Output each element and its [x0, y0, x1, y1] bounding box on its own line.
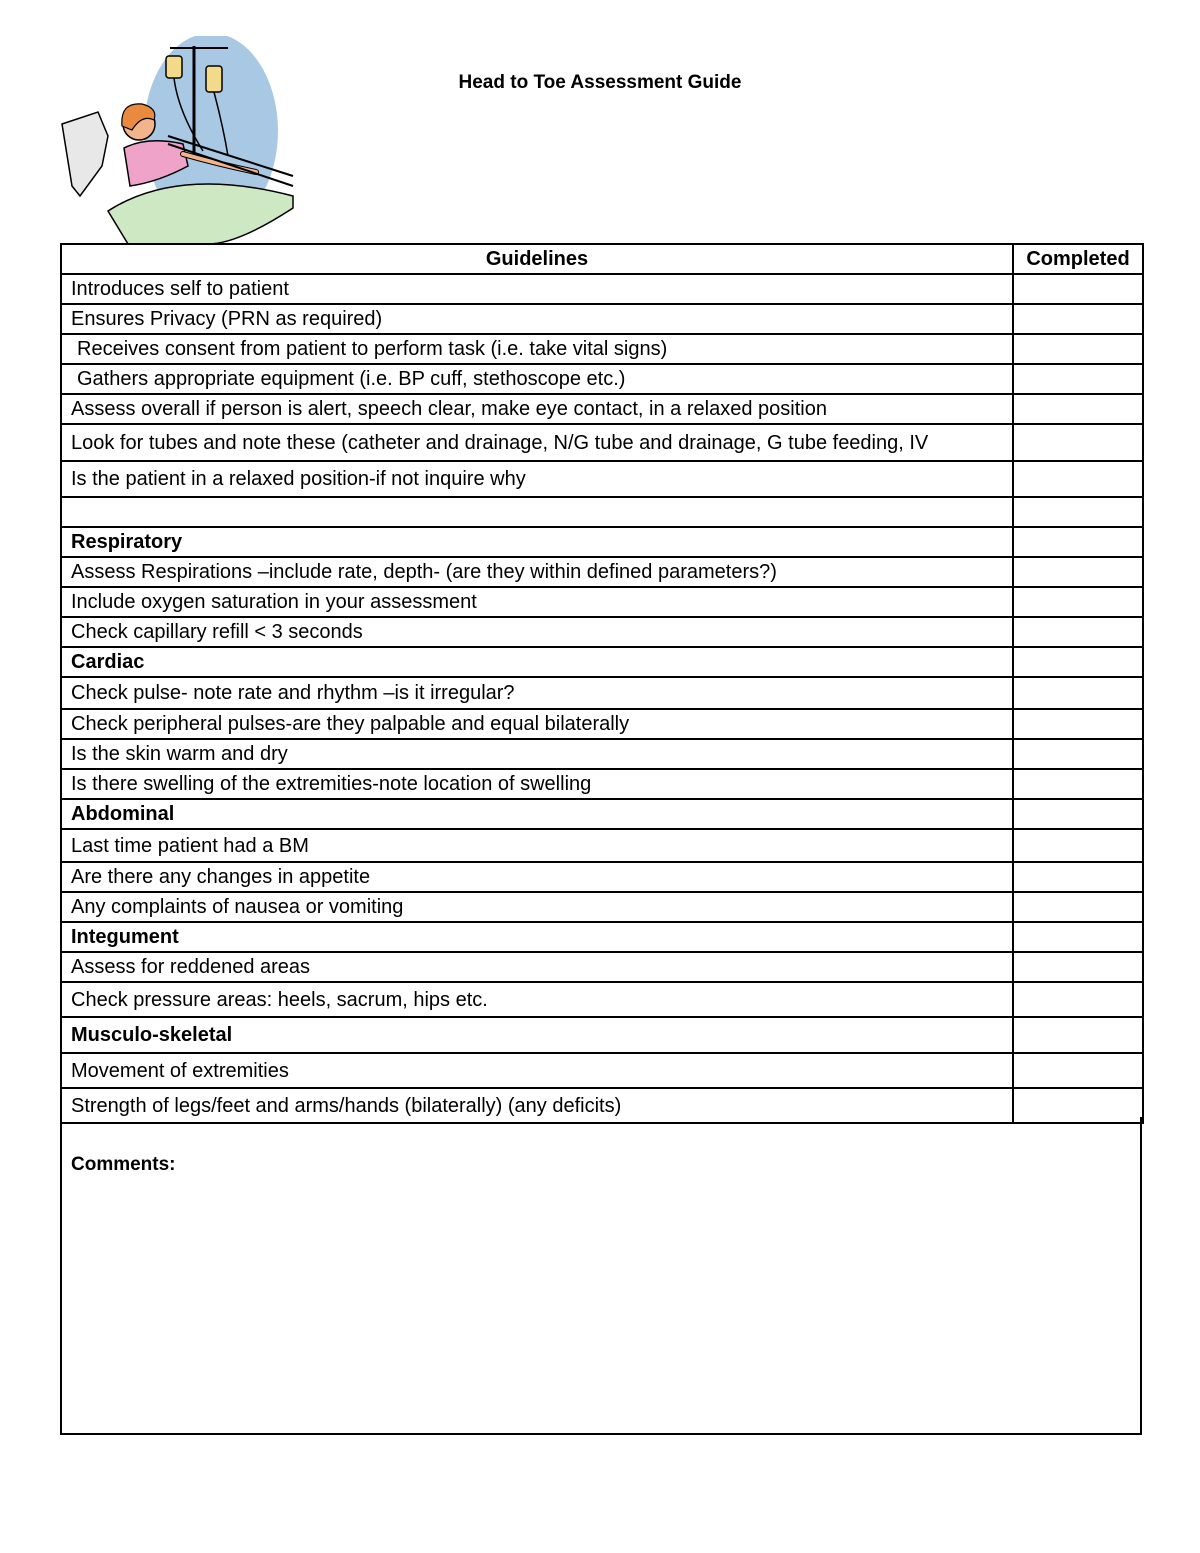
guideline-cell: Strength of legs/feet and arms/hands (bilaterally) (any deficits): [61, 1088, 1013, 1123]
completed-checkbox-cell[interactable]: [1013, 557, 1143, 587]
table-row: [61, 497, 1143, 527]
guideline-cell: Assess Respirations –include rate, depth- (are they within defined parameters?): [61, 557, 1013, 587]
completed-checkbox-cell[interactable]: [1013, 461, 1143, 497]
section-heading: Abdominal: [61, 799, 1013, 829]
guideline-cell: Last time patient had a BM: [61, 829, 1013, 862]
completed-checkbox-cell[interactable]: [1013, 922, 1143, 952]
table-row: [61, 709, 1143, 739]
table-row: [61, 334, 1143, 364]
section-heading: Musculo-skeletal: [61, 1017, 1013, 1053]
guideline-cell: Include oxygen saturation in your assessment: [61, 587, 1013, 617]
table-row: [61, 829, 1143, 862]
completed-checkbox-cell[interactable]: [1013, 952, 1143, 982]
table-row: [61, 364, 1143, 394]
completed-checkbox-cell[interactable]: [1013, 587, 1143, 617]
guideline-cell: Is there swelling of the extremities-note location of swelling: [61, 769, 1013, 799]
completed-checkbox-cell[interactable]: [1013, 709, 1143, 739]
guideline-cell: Check pulse- note rate and rhythm –is it irregular?: [61, 677, 1013, 709]
section-row: [61, 799, 1143, 829]
section-row: [61, 527, 1143, 557]
guideline-cell: Check capillary refill < 3 seconds: [61, 617, 1013, 647]
guideline-cell: Introduces self to patient: [61, 274, 1013, 304]
completed-checkbox-cell[interactable]: [1013, 1017, 1143, 1053]
completed-checkbox-cell[interactable]: [1013, 892, 1143, 922]
completed-checkbox-cell[interactable]: [1013, 304, 1143, 334]
guideline-cell: [61, 497, 1013, 527]
table-row: [61, 424, 1143, 461]
guideline-cell: Receives consent from patient to perform task (i.e. take vital signs): [61, 334, 1013, 364]
completed-checkbox-cell[interactable]: [1013, 982, 1143, 1017]
completed-checkbox-cell[interactable]: [1013, 497, 1143, 527]
section-heading: Integument: [61, 922, 1013, 952]
table-row: [61, 1053, 1143, 1088]
completed-checkbox-cell[interactable]: [1013, 647, 1143, 677]
completed-checkbox-cell[interactable]: [1013, 799, 1143, 829]
guideline-cell: Check peripheral pulses-are they palpable and equal bilaterally: [61, 709, 1013, 739]
completed-checkbox-cell[interactable]: [1013, 1053, 1143, 1088]
table-row: [61, 274, 1143, 304]
table-row: [61, 862, 1143, 892]
completed-checkbox-cell[interactable]: [1013, 769, 1143, 799]
completed-checkbox-cell[interactable]: [1013, 424, 1143, 461]
guidelines-column-header: Guidelines: [61, 244, 1013, 274]
completed-checkbox-cell[interactable]: [1013, 617, 1143, 647]
table-row: [61, 461, 1143, 497]
completed-checkbox-cell[interactable]: [1013, 274, 1143, 304]
table-row: [61, 677, 1143, 709]
table-row: [61, 769, 1143, 799]
guideline-cell: Movement of extremities: [61, 1053, 1013, 1088]
page-title: Head to Toe Assessment Guide: [458, 72, 742, 93]
table-header-row: [61, 244, 1143, 274]
completed-checkbox-cell[interactable]: [1013, 364, 1143, 394]
completed-checkbox-cell[interactable]: [1013, 527, 1143, 557]
table-row: [61, 892, 1143, 922]
table-row: [61, 394, 1143, 424]
patient-in-hospital-bed-icon: [58, 36, 298, 244]
section-row: [61, 1017, 1143, 1053]
table-row: [61, 952, 1143, 982]
comments-label: Comments:: [71, 1154, 176, 1175]
table-row: [61, 304, 1143, 334]
guideline-cell: Assess for reddened areas: [61, 952, 1013, 982]
comments-box[interactable]: [60, 1117, 1142, 1435]
assessment-checklist-table: [60, 243, 1144, 1124]
section-row: [61, 922, 1143, 952]
guideline-cell: Check pressure areas: heels, sacrum, hips etc.: [61, 982, 1013, 1017]
table-row: [61, 617, 1143, 647]
section-heading: Cardiac: [61, 647, 1013, 677]
guideline-cell: Ensures Privacy (PRN as required): [61, 304, 1013, 334]
table-row: [61, 557, 1143, 587]
guideline-cell: Any complaints of nausea or vomiting: [61, 892, 1013, 922]
guideline-cell: Is the patient in a relaxed position-if not inquire why: [61, 461, 1013, 497]
section-row: [61, 647, 1143, 677]
completed-checkbox-cell[interactable]: [1013, 334, 1143, 364]
guideline-cell: Look for tubes and note these (catheter and drainage, N/G tube and drainage, G tube feeding, IV: [61, 424, 1013, 461]
completed-checkbox-cell[interactable]: [1013, 829, 1143, 862]
completed-checkbox-cell[interactable]: [1013, 394, 1143, 424]
table-row: [61, 587, 1143, 617]
guideline-cell: Assess overall if person is alert, speech clear, make eye contact, in a relaxed position: [61, 394, 1013, 424]
table-row: [61, 982, 1143, 1017]
completed-checkbox-cell[interactable]: [1013, 677, 1143, 709]
guideline-cell: Gathers appropriate equipment (i.e. BP cuff, stethoscope etc.): [61, 364, 1013, 394]
completed-column-header: Completed: [1013, 244, 1143, 274]
completed-checkbox-cell[interactable]: [1013, 739, 1143, 769]
section-heading: Respiratory: [61, 527, 1013, 557]
guideline-cell: Is the skin warm and dry: [61, 739, 1013, 769]
table-row: [61, 739, 1143, 769]
completed-checkbox-cell[interactable]: [1013, 862, 1143, 892]
guideline-cell: Are there any changes in appetite: [61, 862, 1013, 892]
